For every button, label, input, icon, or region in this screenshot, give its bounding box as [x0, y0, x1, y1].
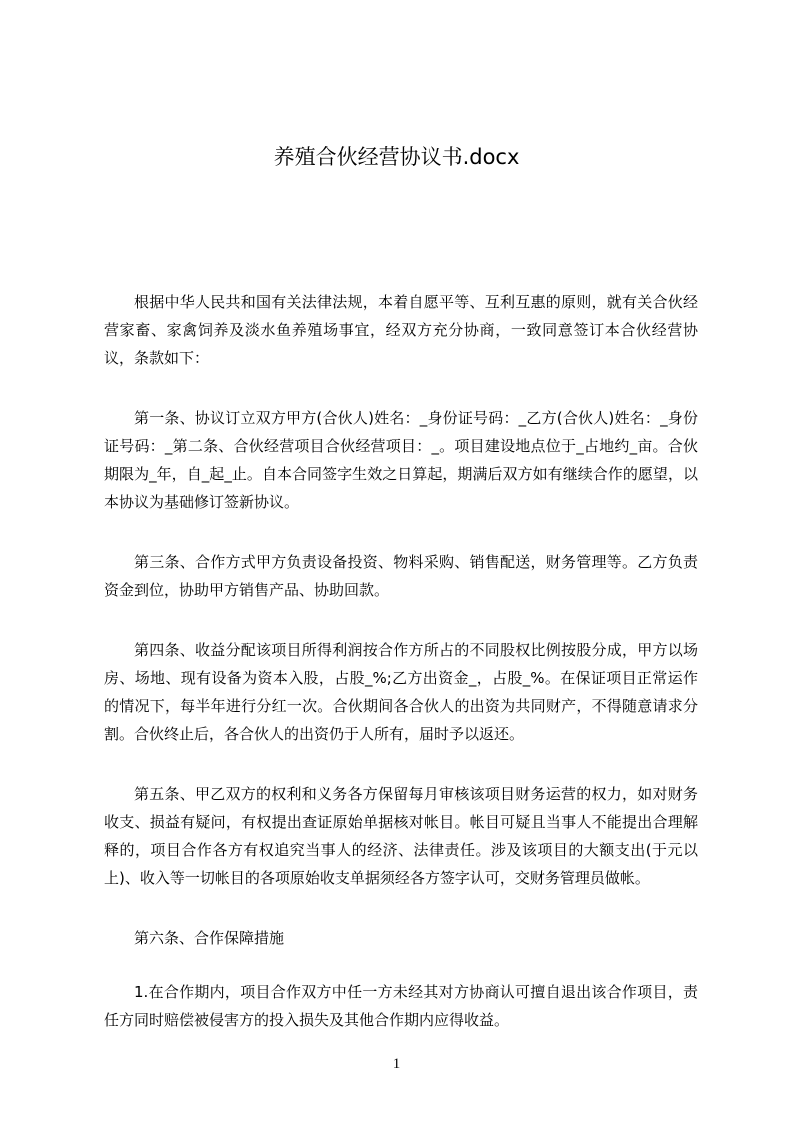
paragraph-article-5: 第五条、甲乙双方的权利和义务各方保留每月审核该项目财务运营的权力，如对财务收支、损益有疑问，有权提出查证原始单据核对帐目。帐目可疑且当事人不能提出合理解释的，项目合作各方有权追究当事人的经济、法律责任。涉及该项目的大额支出(于元以上)、收入等一切帐目的各项原始收支单据须经各方签字认可，交财务管理员做帐。 — [104, 785, 698, 887]
paragraph-article-3: 第三条、合作方式甲方负责设备投资、物料采购、销售配送，财务管理等。乙方负责资金到位，协助甲方销售产品、协助回款。 — [104, 553, 698, 599]
document-title: 养殖合伙经营协议书.docx — [273, 145, 520, 169]
paragraph-article-1-2: 第一条、协议订立双方甲方(合伙人)姓名：_身份证号码：_乙方(合伙人)姓名：_身份证号码：_第二条、合伙经营项目合伙经营项目：_。项目建设地点位于_占地约_亩。合伙期限为_年，自_起_止。自本合同签字生效之日算起，期满后双方如有继续合作的愿望，以本协议为基础修订签新协议。 — [104, 409, 698, 511]
paragraph-article-6-item-1: 1.在合作期内，项目合作双方中任一方未经其对方协商认可擅自退出该合作项目，责任方同时赔偿被侵害方的投入损失及其他合作期内应得收益。 — [104, 983, 698, 1029]
document-body — [104, 288, 698, 1066]
paragraph-preamble: 根据中华人民共和国有关法律法规，本着自愿平等、互利互惠的原则，就有关合伙经营家畜、家禽饲养及淡水鱼养殖场事宜，经双方充分协商，一致同意签订本合伙经营协议，条款如下： — [104, 293, 698, 367]
page-number: 1 — [392, 1056, 401, 1072]
paragraph-article-4: 第四条、收益分配该项目所得利润按合作方所占的不同股权比例按股分成，甲方以场房、场地、现有设备为资本入股，占股_%;乙方出资金_，占股_%。在保证项目正常运作的情况下，每半年进行分红一次。合伙期间各合伙人的出资为共同财产，不得随意请求分割。合伙终止后，各合伙人的出资仍于人所有，届时予以返还。 — [104, 641, 698, 743]
paragraph-article-6-heading: 第六条、合作保障措施 — [134, 929, 285, 947]
